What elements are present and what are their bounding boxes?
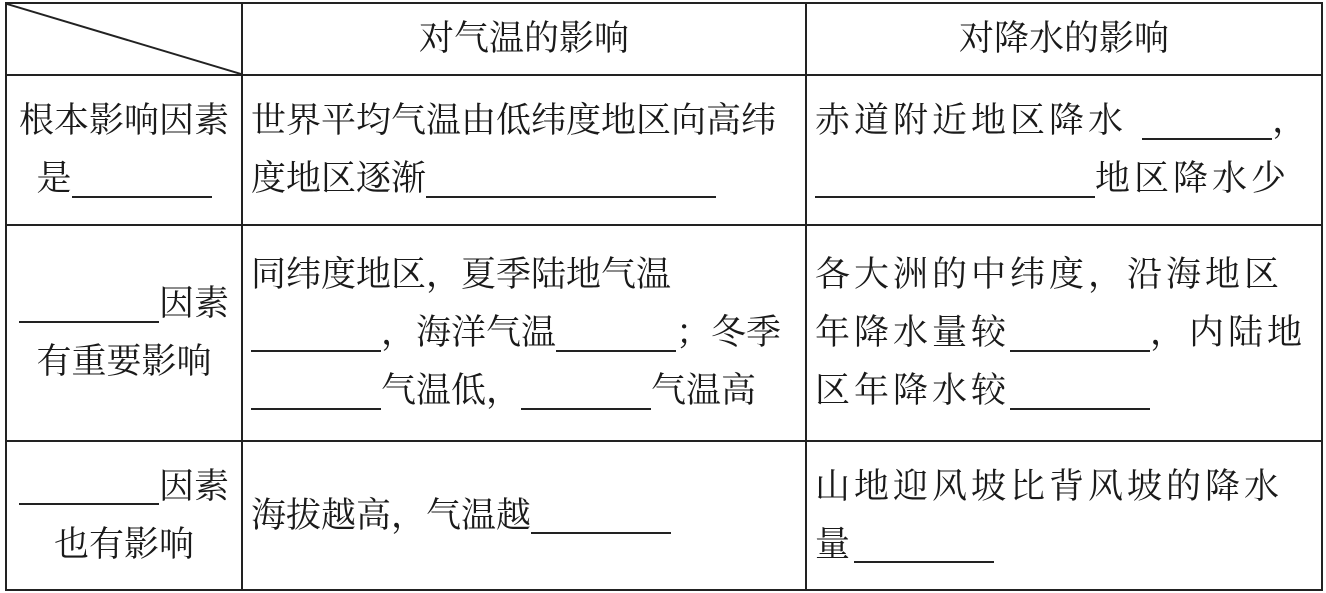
factor-label: 也有影响 [53, 524, 194, 565]
answer-blank[interactable] [556, 313, 676, 352]
factor-cell-important [6, 225, 242, 441]
answer-blank[interactable] [1142, 101, 1272, 140]
answer-blank[interactable] [251, 371, 381, 410]
answer-blank[interactable] [1010, 313, 1150, 352]
cell-text: 赤道附近地区降水 [815, 101, 1128, 141]
temperature-cell [242, 225, 806, 441]
answer-blank[interactable] [521, 371, 651, 410]
cell-text: ， [1272, 101, 1312, 141]
factor-cell-fundamental [6, 75, 242, 225]
table-row [6, 225, 1322, 441]
diagonal-corner-cell [6, 3, 242, 75]
cell-text: 气温高 [651, 371, 757, 411]
answer-blank[interactable] [1010, 371, 1150, 410]
factor-label-prefix: 是 [36, 159, 72, 199]
precipitation-cell [806, 441, 1322, 590]
answer-blank[interactable] [19, 284, 159, 323]
header-row [6, 3, 1322, 75]
answer-blank[interactable] [426, 159, 716, 198]
answer-blank[interactable] [854, 524, 994, 563]
table-row [6, 441, 1322, 590]
cell-text: 山地迎风坡比背风坡的降水量 [815, 466, 1284, 565]
header-temperature-effect: 对气温的影响 [242, 3, 806, 75]
cell-text: 海拔越高，气温越 [251, 495, 532, 536]
answer-blank[interactable] [72, 159, 212, 198]
cell-text: 各大洲的中纬度，沿海地区年降水量较 [815, 255, 1284, 353]
factor-label: 有重要影响 [36, 342, 212, 382]
cell-text: 地区降水少 [1095, 159, 1291, 199]
header-precipitation-effect: 对降水的影响 [806, 3, 1322, 75]
temperature-cell [242, 75, 806, 225]
cell-text: ，内陆地区年降水较 [815, 313, 1307, 411]
factor-label-suffix: 因素 [158, 284, 229, 324]
factor-label-suffix: 因素 [158, 466, 229, 507]
table-row [6, 75, 1322, 225]
answer-blank[interactable] [531, 495, 671, 534]
geography-fill-in-table [5, 2, 1323, 591]
precipitation-cell [806, 75, 1322, 225]
answer-blank[interactable] [815, 159, 1095, 198]
diagonal-line [7, 4, 241, 74]
answer-blank[interactable] [251, 313, 381, 352]
cell-text: ，海洋气温 [381, 313, 557, 353]
answer-blank[interactable] [19, 466, 159, 505]
factor-cell-also [6, 441, 242, 590]
factor-label: 根本影响因素 [18, 101, 229, 141]
cell-text: 气温低， [381, 371, 522, 411]
temperature-cell [242, 441, 806, 590]
precipitation-cell [806, 225, 1322, 441]
cell-text: 世界平均气温由低纬度地区向高纬度地区逐渐 [251, 101, 777, 199]
cell-text: ；冬季 [676, 313, 782, 353]
cell-text: 同纬度地区，夏季陆地气温 [251, 255, 672, 295]
